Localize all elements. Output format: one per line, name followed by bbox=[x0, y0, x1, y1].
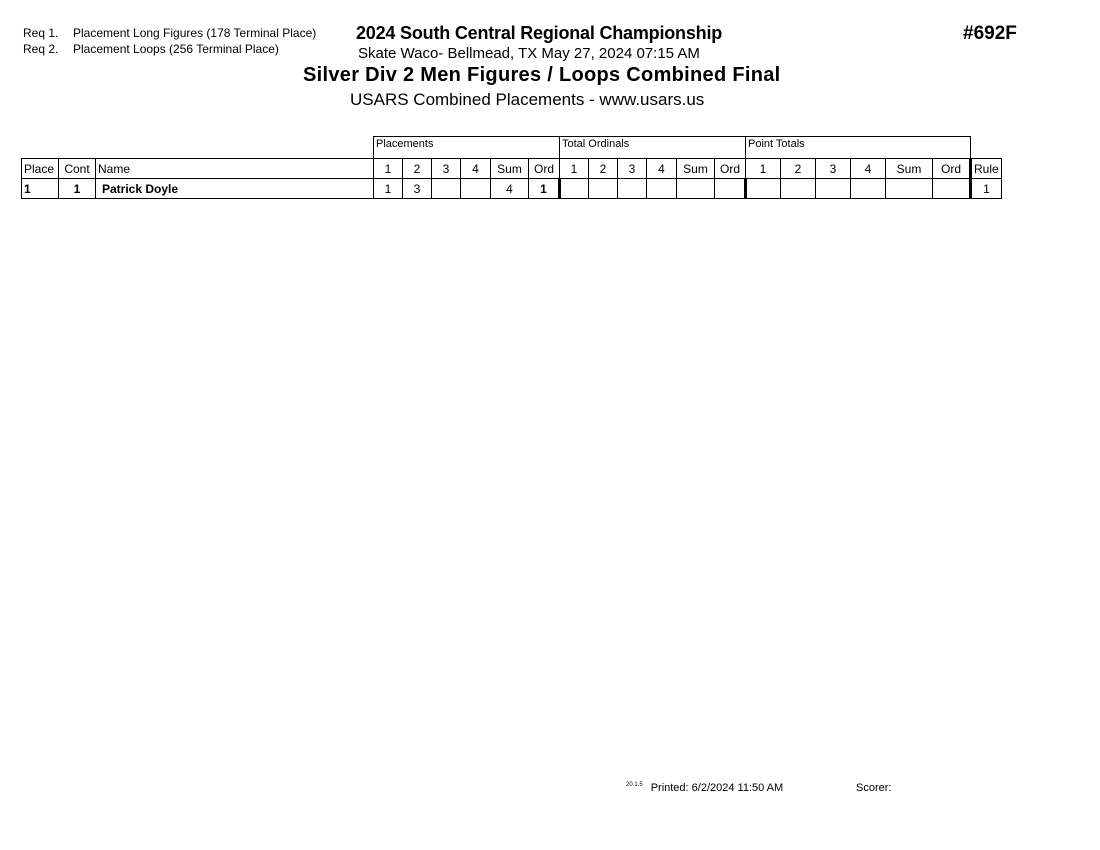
col-o1: 1 bbox=[560, 159, 589, 179]
printed-footer bbox=[626, 782, 783, 794]
group-placements: Placements bbox=[374, 137, 560, 159]
col-t2: 2 bbox=[781, 159, 816, 179]
col-p2: 2 bbox=[403, 159, 432, 179]
cell-t2 bbox=[781, 179, 816, 199]
col-o3: 3 bbox=[618, 159, 647, 179]
event-number: #692F bbox=[963, 23, 1017, 44]
org-line: USARS Combined Placements - www.usars.us bbox=[350, 90, 705, 109]
cell-p1: 1 bbox=[374, 179, 403, 199]
cell-rule: 1 bbox=[971, 179, 1002, 199]
cell-t1 bbox=[746, 179, 781, 199]
col-tsum: Sum bbox=[886, 159, 933, 179]
col-t4: 4 bbox=[851, 159, 886, 179]
requirement-2 bbox=[23, 42, 279, 56]
col-psum: Sum bbox=[491, 159, 529, 179]
col-cont: Cont bbox=[59, 159, 96, 179]
cell-name: Patrick Doyle bbox=[96, 179, 374, 199]
col-t1: 1 bbox=[746, 159, 781, 179]
cell-cont: 1 bbox=[59, 179, 96, 199]
cell-psum: 4 bbox=[491, 179, 529, 199]
version-stamp: 20.1.5 bbox=[626, 782, 643, 788]
group-point-totals: Point Totals bbox=[746, 137, 971, 159]
cell-p3 bbox=[432, 179, 461, 199]
requirement-text: Placement Long Figures (178 Terminal Place) bbox=[73, 26, 317, 40]
cell-p2: 3 bbox=[403, 179, 432, 199]
col-p1: 1 bbox=[374, 159, 403, 179]
requirement-number: Req 2. bbox=[23, 42, 59, 56]
cell-osum bbox=[677, 179, 715, 199]
cell-p4 bbox=[461, 179, 491, 199]
cell-o4 bbox=[647, 179, 677, 199]
col-tord: Ord bbox=[933, 159, 971, 179]
event-name: Silver Div 2 Men Figures / Loops Combined Final bbox=[303, 64, 781, 86]
requirement-text: Placement Loops (256 Terminal Place) bbox=[73, 42, 279, 56]
requirement-number: Req 1. bbox=[23, 26, 59, 40]
col-osum: Sum bbox=[677, 159, 715, 179]
col-p3: 3 bbox=[432, 159, 461, 179]
cell-place: 1 bbox=[22, 179, 59, 199]
col-p4: 4 bbox=[461, 159, 491, 179]
cell-o3 bbox=[618, 179, 647, 199]
cell-t4 bbox=[851, 179, 886, 199]
col-name: Name bbox=[96, 159, 374, 179]
requirement-1 bbox=[23, 26, 316, 40]
cell-oord bbox=[715, 179, 746, 199]
table-row bbox=[22, 179, 1002, 199]
results-table bbox=[21, 136, 1002, 199]
cell-o1 bbox=[560, 179, 589, 199]
col-place: Place bbox=[22, 159, 59, 179]
group-total-ordinals: Total Ordinals bbox=[560, 137, 746, 159]
scorer-label: Scorer: bbox=[856, 782, 892, 794]
col-o2: 2 bbox=[589, 159, 618, 179]
group-header-row bbox=[22, 137, 1002, 159]
col-oord: Ord bbox=[715, 159, 746, 179]
column-header-row bbox=[22, 159, 1002, 179]
cell-o2 bbox=[589, 179, 618, 199]
cell-t3 bbox=[816, 179, 851, 199]
competition-title: 2024 South Central Regional Championship bbox=[356, 23, 723, 43]
venue-date-line: Skate Waco- Bellmead, TX May 27, 2024 07:15 AM bbox=[358, 45, 700, 62]
col-pord: Ord bbox=[529, 159, 560, 179]
cell-tord bbox=[933, 179, 971, 199]
printed-timestamp: Printed: 6/2/2024 11:50 AM bbox=[650, 782, 784, 794]
col-rule: Rule bbox=[971, 159, 1002, 179]
col-t3: 3 bbox=[816, 159, 851, 179]
cell-pord: 1 bbox=[529, 179, 560, 199]
cell-tsum bbox=[886, 179, 933, 199]
col-o4: 4 bbox=[647, 159, 677, 179]
